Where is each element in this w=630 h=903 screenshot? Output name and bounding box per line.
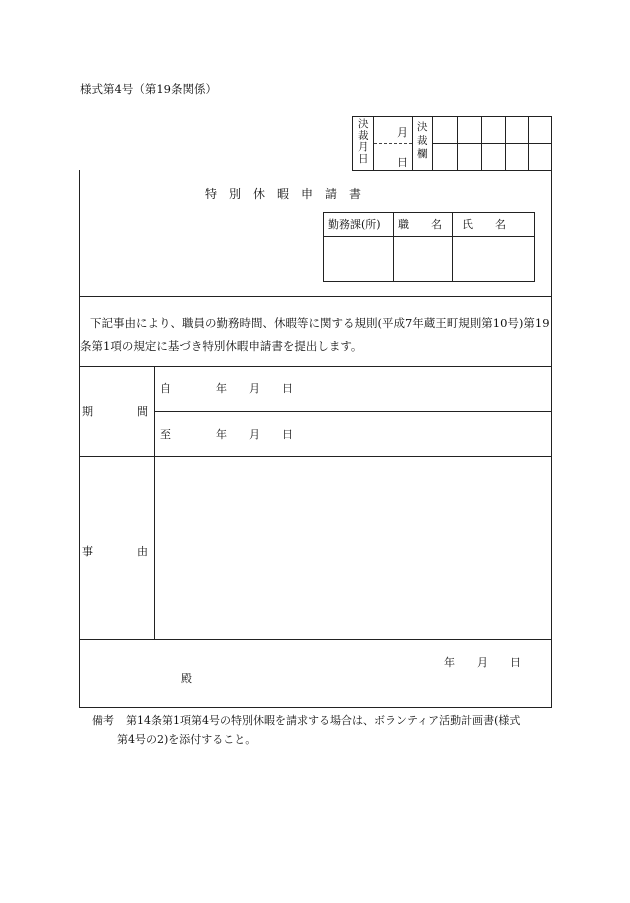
addressee-label: 殿 xyxy=(181,672,192,685)
approval-date-label: 決 裁 月 日 xyxy=(358,118,369,165)
statement-line-1: 下記事由により、職員の勤務時間、休暇等に関する規則(平成7年蔵王町規則第10号)第19 xyxy=(90,316,550,330)
period-from-label: 自 xyxy=(160,382,171,395)
dept-field[interactable] xyxy=(324,237,393,281)
approval-stamp-cell-3[interactable] xyxy=(482,117,505,143)
approval-stamp-cell-2[interactable] xyxy=(458,117,481,143)
period-to-date[interactable]: 年 月 日 xyxy=(216,428,293,441)
reason-label: 事 由 xyxy=(82,545,148,558)
submission-date[interactable]: 年 月 日 xyxy=(444,656,521,669)
period-from-date[interactable]: 年 月 日 xyxy=(216,382,293,395)
name-field[interactable] xyxy=(453,237,534,281)
dept-label: 勤務課(所) xyxy=(328,218,381,231)
form-title: 特 別 休 暇 申 請 書 xyxy=(205,187,362,201)
name-label: 氏 名 xyxy=(462,218,506,231)
approval-day-label: 日 xyxy=(397,156,408,169)
period-to-label: 至 xyxy=(160,428,171,441)
statement-line-2: 条第1項の規定に基づき特別休暇申請書を提出します。 xyxy=(80,339,363,353)
approval-month-label: 月 xyxy=(397,126,408,139)
approval-column-label: 決 裁 欄 xyxy=(417,121,428,161)
period-label: 期 間 xyxy=(82,405,148,418)
remarks-heading: 備考 xyxy=(92,714,114,727)
remarks-line-1: 第14条第1項第4号の特別休暇を請求する場合は、ボランティア活動計画書(様式 xyxy=(126,714,521,727)
approval-stamp-cell-1[interactable] xyxy=(433,117,457,143)
remarks-line-2: 第4号の2)を添付すること。 xyxy=(117,733,257,746)
reason-field[interactable] xyxy=(155,457,551,639)
approval-stamp-cell-5[interactable] xyxy=(529,117,551,143)
approval-stamp-cell-4[interactable] xyxy=(506,117,528,143)
form-number: 様式第4号（第19条関係） xyxy=(80,82,217,96)
position-field[interactable] xyxy=(394,237,452,281)
position-label: 職 名 xyxy=(398,218,442,231)
